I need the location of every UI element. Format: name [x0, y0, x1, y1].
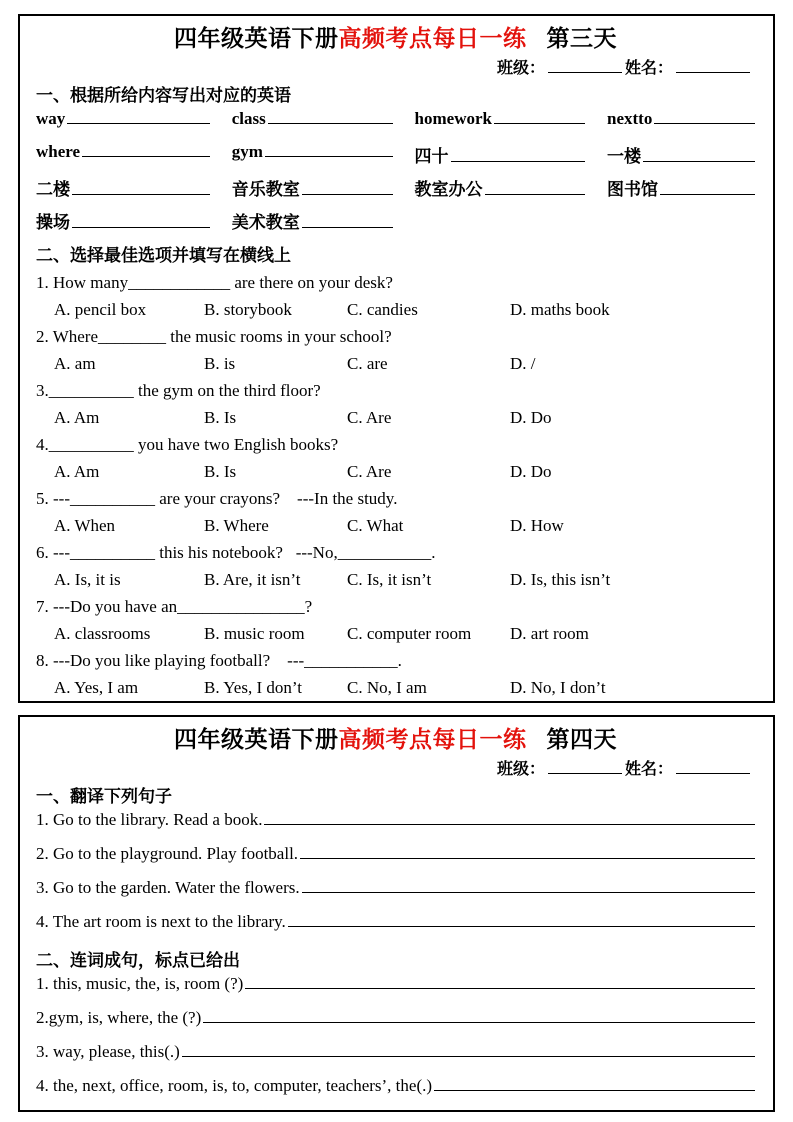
answer-blank — [265, 142, 393, 157]
name-blank — [676, 759, 750, 774]
option-a: A. am — [54, 354, 96, 373]
sentence-order-line — [36, 1008, 755, 1042]
answer-blank — [302, 213, 393, 228]
option-d: D. / — [510, 354, 536, 373]
day4-title-prefix: 四年级英语下册 — [174, 727, 339, 752]
option-c: C. What — [347, 516, 404, 535]
vocab-word: homework — [414, 109, 492, 128]
sentence-order-line — [36, 1042, 755, 1076]
day4-worksheet — [18, 715, 775, 1112]
option-c: C. computer room — [347, 624, 472, 643]
day3-worksheet — [18, 14, 775, 703]
option-a: A. Am — [54, 408, 100, 427]
vocab-item — [232, 175, 393, 208]
vocab-item — [36, 175, 210, 208]
option-d: D. Do — [510, 462, 552, 481]
vocab-item — [415, 109, 585, 142]
option-d: D. Do — [510, 408, 552, 427]
options-row — [36, 620, 755, 647]
question-text: 6. ---__________ this his notebook? ---No,___________. — [36, 543, 436, 562]
option-c: C. Are — [347, 462, 392, 481]
line-text: 1. this, music, the, is, room (?) — [36, 974, 244, 993]
translation-line — [36, 844, 755, 878]
name-label: 姓名： — [624, 60, 673, 77]
option-d: D. No, I don’t — [510, 678, 606, 697]
day4-title-highlight: 高频考点每日一练 — [338, 727, 527, 752]
answer-blank — [494, 109, 585, 124]
vocab-word: 美术教室 — [231, 213, 300, 232]
day4-title-suffix: 第四天 — [546, 727, 617, 752]
day4-title — [36, 723, 755, 756]
class-label: 班级： — [496, 60, 545, 77]
vocab-word: class — [231, 109, 266, 128]
answer-blank — [268, 109, 393, 124]
line-text: 2.gym, is, where, the (?) — [36, 1008, 202, 1027]
translation-line — [36, 810, 755, 844]
vocab-item — [607, 175, 755, 208]
question-text: 5. ---__________ are your crayons? ---In the study. — [36, 489, 398, 508]
class-blank — [548, 759, 622, 774]
answer-blank — [300, 844, 755, 859]
translation-line — [36, 878, 755, 912]
option-c: C. No, I am — [347, 678, 427, 697]
answer-blank — [72, 180, 210, 195]
option-b: B. storybook — [204, 300, 292, 319]
day3-part2-heading: 二、选择最佳选项并填写在横线上 — [36, 246, 291, 265]
question-text: 3.__________ the gym on the third floor? — [36, 381, 321, 400]
vocab-item — [36, 109, 210, 142]
name-blank — [676, 58, 750, 73]
line-text: 3. Go to the garden. Water the flowers. — [36, 878, 300, 897]
option-a: A. When — [54, 516, 116, 535]
options-row — [36, 566, 755, 593]
line-text: 4. the, next, office, room, is, to, computer, teachers’, the(.) — [36, 1076, 433, 1095]
question-1 — [36, 269, 755, 323]
answer-blank — [72, 213, 210, 228]
option-c: C. candies — [347, 300, 418, 319]
question-8 — [36, 647, 755, 701]
answer-blank — [302, 878, 755, 893]
option-a: A. Yes, I am — [54, 678, 139, 697]
option-c: C. are — [347, 354, 388, 373]
option-c: C. Are — [347, 408, 392, 427]
line-text: 3. way, please, this(.) — [36, 1042, 180, 1061]
answer-blank — [82, 142, 210, 157]
option-b: B. Are, it isn’t — [204, 570, 301, 589]
answer-blank — [302, 180, 393, 195]
option-b: B. Where — [204, 516, 269, 535]
options-row — [36, 458, 755, 485]
day4-part1-heading: 一、翻译下列句子 — [36, 787, 172, 806]
answer-blank — [67, 109, 209, 124]
answer-blank — [643, 147, 755, 162]
question-4 — [36, 431, 755, 485]
options-row — [36, 404, 755, 431]
options-row — [36, 674, 755, 701]
answer-blank — [182, 1042, 755, 1057]
answer-blank — [660, 180, 755, 195]
question-7 — [36, 593, 755, 647]
vocab-item — [415, 175, 585, 208]
vocab-item — [232, 142, 393, 175]
day3-title-highlight: 高频考点每日一练 — [338, 26, 527, 51]
question-text: 7. ---Do you have an_______________? — [36, 597, 313, 616]
line-text: 2. Go to the playground. Play football. — [36, 844, 299, 863]
options-row — [36, 296, 755, 323]
option-a: A. classrooms — [54, 624, 151, 643]
option-a: A. Am — [54, 462, 100, 481]
vocab-item — [36, 142, 210, 175]
question-text: 1. How many____________ are there on your desk? — [36, 273, 393, 292]
question-text: 8. ---Do you like playing football? ---___________. — [36, 651, 402, 670]
answer-blank — [434, 1076, 755, 1091]
vocab-word: way — [36, 109, 66, 128]
sentence-order-line — [36, 974, 755, 1008]
class-blank — [548, 58, 622, 73]
option-b: B. is — [204, 354, 236, 373]
class-label: 班级： — [496, 761, 545, 778]
options-row — [36, 350, 755, 377]
line-text: 1. Go to the library. Read a book. — [36, 810, 263, 829]
vocab-word: 图书馆 — [607, 180, 659, 199]
vocab-item — [232, 208, 393, 241]
vocab-item — [607, 142, 755, 175]
day4-part2-heading: 二、连词成句，标点已给出 — [36, 951, 240, 970]
translation-line — [36, 912, 755, 946]
line-text: 4. The art room is next to the library. — [36, 912, 286, 931]
vocab-word: 四十 — [414, 147, 449, 166]
option-a: A. pencil box — [54, 300, 147, 319]
option-b: B. Is — [204, 462, 237, 481]
vocab-word: 操场 — [36, 213, 70, 232]
vocab-item — [415, 142, 585, 175]
question-6 — [36, 539, 755, 593]
answer-blank — [654, 109, 755, 124]
option-d: D. maths book — [510, 300, 610, 319]
day3-title-prefix: 四年级英语下册 — [174, 26, 339, 51]
vocab-item — [36, 208, 210, 241]
vocab-word: 教室办公 — [414, 180, 483, 199]
vocab-item — [232, 109, 393, 142]
option-a: A. Is, it is — [54, 570, 121, 589]
day3-title — [36, 22, 755, 55]
option-b: B. music room — [204, 624, 305, 643]
day3-id-line — [36, 55, 755, 81]
answer-blank — [288, 912, 755, 927]
option-d: D. How — [510, 516, 564, 535]
vocab-word: nextto — [607, 109, 653, 128]
vocab-word: 音乐教室 — [231, 180, 300, 199]
vocab-word: where — [36, 142, 81, 161]
answer-blank — [245, 974, 755, 989]
options-row — [36, 512, 755, 539]
question-list — [36, 269, 755, 701]
day3-part1-heading: 一、根据所给内容写出对应的英语 — [36, 86, 291, 105]
option-b: B. Is — [204, 408, 237, 427]
question-3 — [36, 377, 755, 431]
answer-blank — [451, 147, 585, 162]
option-d: D. Is, this isn’t — [510, 570, 611, 589]
question-text: 4.__________ you have two English books? — [36, 435, 339, 454]
option-d: D. art room — [510, 624, 589, 643]
sentence-order-line — [36, 1076, 755, 1110]
vocab-item — [607, 109, 755, 142]
option-c: C. Is, it isn’t — [347, 570, 432, 589]
day3-title-suffix: 第三天 — [546, 26, 617, 51]
vocab-word: 二楼 — [36, 180, 70, 199]
name-label: 姓名： — [624, 761, 673, 778]
vocab-grid — [36, 109, 755, 241]
day4-id-line — [36, 756, 755, 782]
option-b: B. Yes, I don’t — [204, 678, 302, 697]
question-2 — [36, 323, 755, 377]
answer-blank — [485, 180, 585, 195]
question-text: 2. Where________ the music rooms in your school? — [36, 327, 392, 346]
answer-blank — [203, 1008, 755, 1023]
vocab-word: gym — [231, 142, 263, 161]
vocab-word: 一楼 — [607, 147, 642, 166]
question-5 — [36, 485, 755, 539]
answer-blank — [264, 810, 755, 825]
